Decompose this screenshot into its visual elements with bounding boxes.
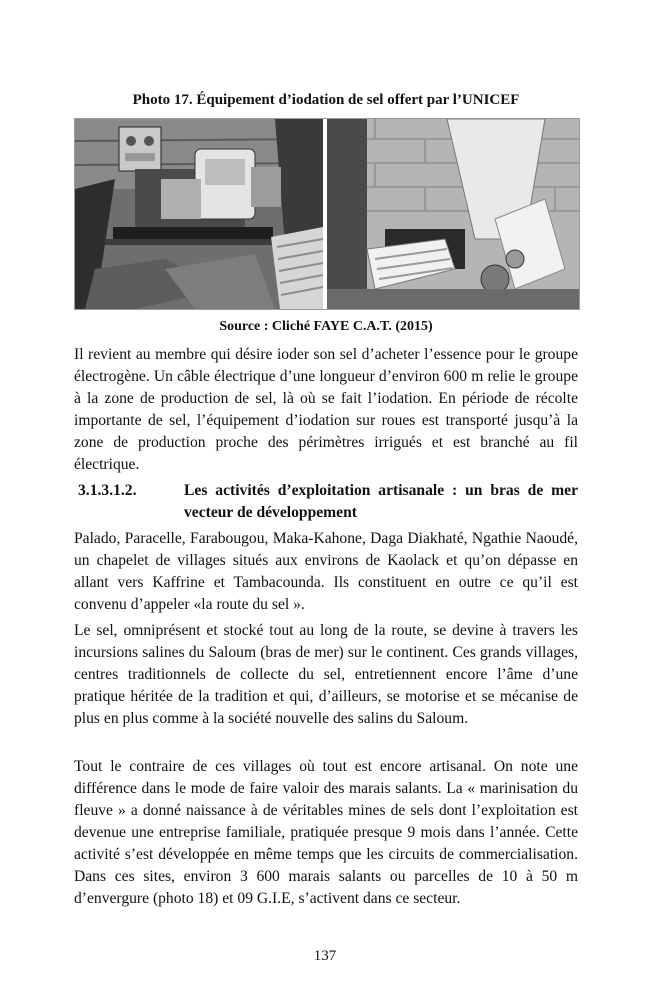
paragraph-4: Tout le contraire de ces villages où tout est encore artisanal. On note une différence dans le mode de faire valoir des marais salants. La « marinisation du fleuve » a donné naissance à de véritables mines de sels dont l’exploitation est devenue une entreprise familiale, pratiquée presque 9 mois dans l’année. Cette activité s’est développée en même temps que les circuits de commercialisation. Dans ces sites, environ 3 600 marais salants ou parcelles de 10 à 50 m d’envergure (photo 18) et 09 G.I.E, s’activent dans ce secteur. [74, 758, 578, 907]
paragraph-3: Le sel, omniprésent et stocké tout au long de la route, se devine à travers les incursions salines du Saloum (bras de mer) sur le continent. Ces grands villages, centres traditionnels de collecte du sel, entretiennent encore l’âme d’une pratique héritée de la tradition et qui, d’ailleurs, se motorise et se mécanise de plus en plus comme à la société nouvelle des salins du Saloum. [74, 622, 578, 727]
paragraph-1: Il revient au membre qui désire ioder son sel d’acheter l’essence pour le groupe électrogène. Un câble électrique d’une longueur d’environ 600 m relie le groupe à la zone de production de sel, là où se fait l’iodation. En période de récolte importante de sel, l’équipement d’iodation sur roues est transporté jusqu’à la zone de production proche des périmètres irrigués et est branché au fil électrique. [74, 346, 578, 473]
generator-photo [75, 119, 323, 309]
iodation-machine-photo [327, 119, 579, 309]
section-number: 3.1.3.1.2. [78, 482, 137, 499]
photo-source: Source : Cliché FAYE C.A.T. (2015) [219, 319, 433, 334]
paragraph-2: Palado, Paracelle, Farabougou, Maka-Kahone, Daga Diakhaté, Ngathie Naoudé, un chapelet de villages situés aux environs de Kaolack et qu’on dépasse en allant vers Kaffrine et Tambacounda. Ils constituent en outre ce qu’il est convenu d’appeler «la route du sel ». [74, 530, 578, 613]
section-heading [74, 480, 578, 524]
photo-caption: Photo 17. Équipement d’iodation de sel offert par l’UNICEF [132, 92, 520, 108]
page-number: 137 [313, 948, 337, 964]
iodation-equipment-photo [74, 118, 580, 310]
section-title: Les activités d’exploitation artisanale : un bras de mer vecteur de développement [184, 482, 578, 521]
